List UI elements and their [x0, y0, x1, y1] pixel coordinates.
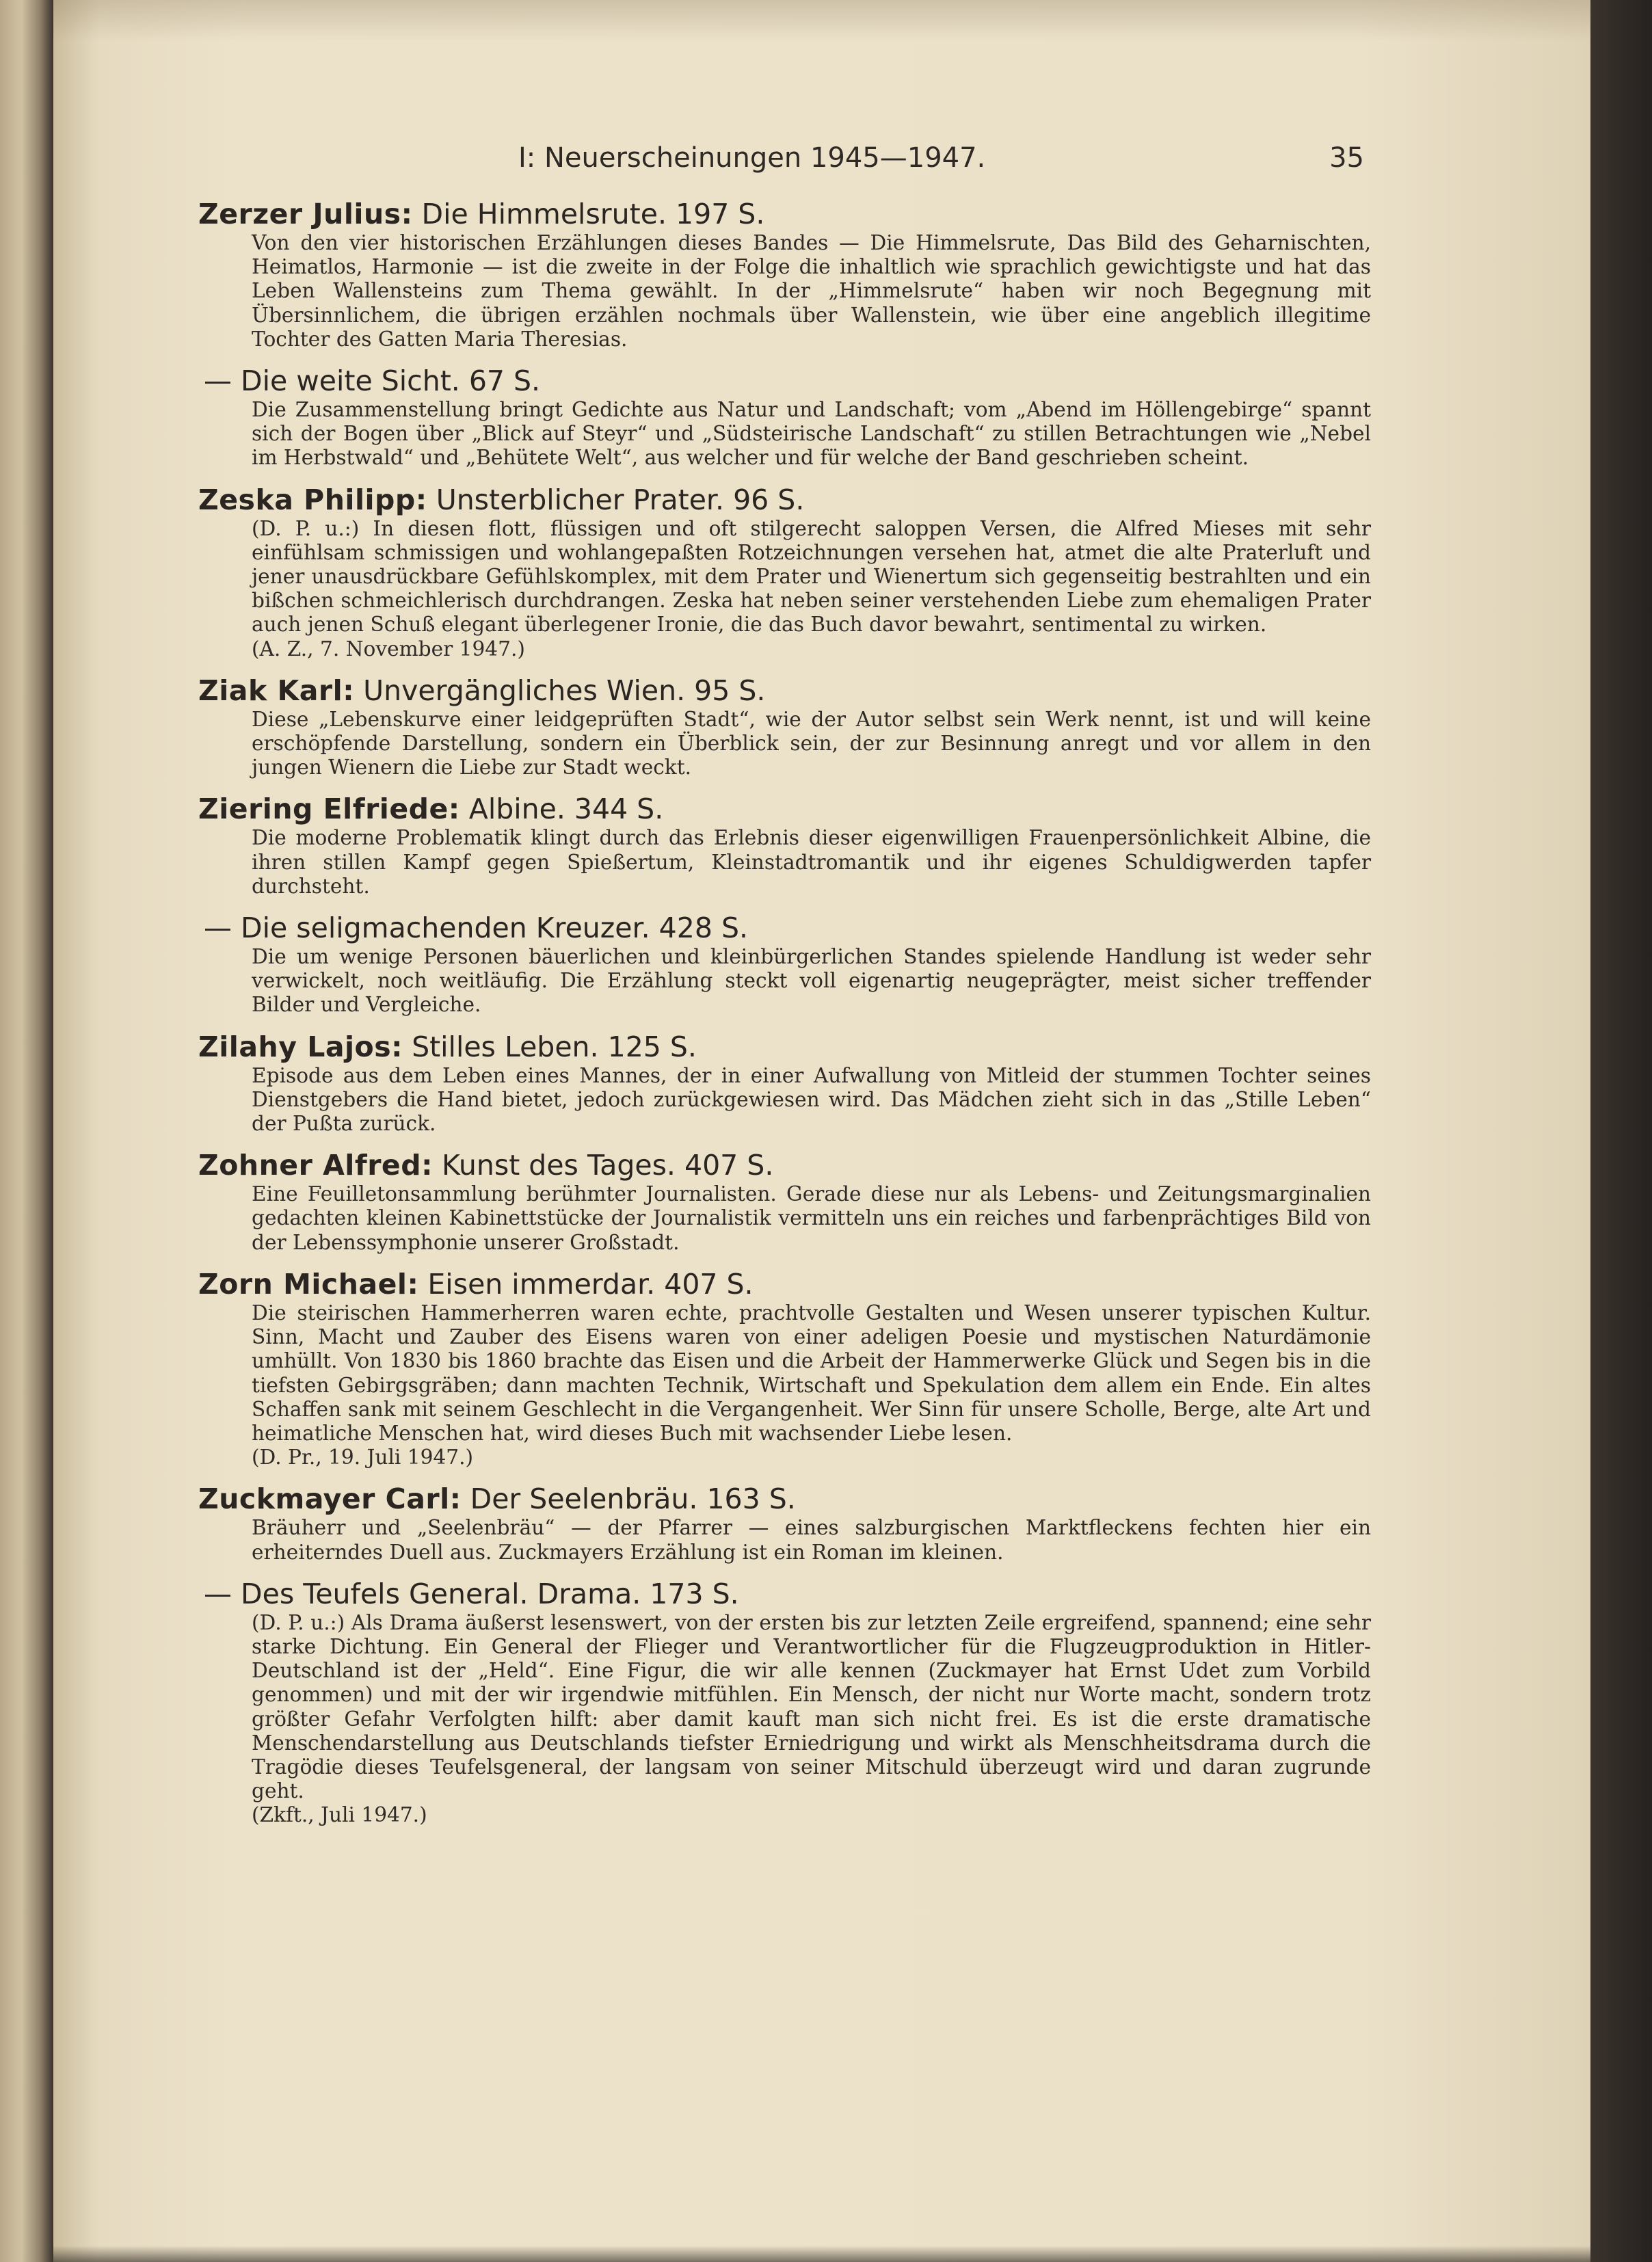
bibliography-entry: [198, 483, 1371, 661]
running-header-title: I: Neuerscheinungen 1945—1947.: [518, 142, 986, 174]
entry-description: Von den vier historischen Erzählungen dieses Bandes — Die Himmelsrute, Das Bild des Geharnischten, Heimatlos, Harmonie — ist die zweite in der Folge die inhaltlich wie sprachlich gewichtigste und hat das Leben Wallensteins zum Thema gewählt. In der „Himmelsrute“ haben wir noch Begegnung mit Übersinnlichem, die übrigen erzählen nochmals über Wallenstein, wie über eine angeblich illegitime Tochter des Gatten Maria Theresias.: [252, 231, 1371, 351]
entry-description: Die um wenige Personen bäuerlichen und kleinbürgerlichen Standes spielende Handlung ist weder sehr verwickelt, noch weitläufig. Die Erzählung steckt voll eigenartig neugeprägter, meist sicher treffender Bilder und Vergleiche.: [252, 945, 1371, 1017]
bibliography-entry: [198, 1148, 1371, 1255]
entry-heading: [198, 674, 1371, 708]
bibliography-entry: [198, 364, 1371, 470]
entry-heading: [198, 364, 1371, 398]
entry-description-text: (D. P. u.:) In diesen flott, flüssigen und oft stilgerecht saloppen Versen, die Alfred Mieses mit sehr einfühlsam schmissigen und wohlangepaßten Rotzeichnungen versehen hat, atmet die alte Praterluft und jener unausdrückbare Gefühlskomplex, mit dem Prater und Wienertum sich gegenseitig bestrahlten und ein bißchen schmeichlerisch durchdrangen. Zeska hat neben seiner verstehenden Liebe zum ehemaligen Prater auch jenen Schuß elegant überlegener Ironie, die das Buch davor bewahrt, sentimental zu wirken.: [252, 516, 1371, 637]
bibliography-entry: [198, 1267, 1371, 1469]
running-header: [198, 137, 1371, 185]
entry-heading: [198, 483, 1371, 517]
entry-description: [252, 1301, 1371, 1469]
entry-description: [252, 1611, 1371, 1828]
entry-source: (A. Z., 7. November 1947.): [252, 637, 525, 661]
entry-author: Ziak Karl:: [198, 674, 355, 707]
entry-title: Unvergängliches Wien. 95 S.: [363, 674, 766, 707]
entry-title: Stilles Leben. 125 S.: [412, 1030, 697, 1063]
entry-heading: [198, 1577, 1371, 1611]
entry-title: Die seligmachenden Kreuzer. 428 S.: [241, 912, 749, 945]
page-content: [198, 137, 1371, 1828]
entry-heading: [198, 1267, 1371, 1301]
bibliography-entry: [198, 792, 1371, 899]
entry-heading: [198, 1030, 1371, 1064]
entry-title: Die weite Sicht. 67 S.: [241, 364, 541, 398]
entry-description: Die Zusammenstellung bringt Gedichte aus Natur und Landschaft; vom „Abend im Höllengebirge“ spannt sich der Bogen über „Blick auf Steyr“ und „Südsteirische Landschaft“ zu stillen Betrachtungen wie „Nebel im Herbstwald“ und „Behütete Welt“, aus welcher und für welche der Band geschrieben scheint.: [252, 398, 1371, 470]
entry-author: Zorn Michael:: [198, 1267, 419, 1301]
bibliography-entry: [198, 674, 1371, 780]
entry-title: Kunst des Tages. 407 S.: [442, 1149, 774, 1182]
entry-description-text: (D. P. u.:) Als Drama äußerst lesenswert, von der ersten bis zur letzten Zeile ergreifend, spannend; eine sehr starke Dichtung. Ein General der Flieger und Verantwortlicher für die Flugzeugproduktion in Hitler-Deutschland ist der „Held“. Eine Figur, die wir alle kennen (Zuckmayer hat Ernst Udet zum Vorbild genommen) und mit der wir irgendwie mitfühlen. Ein Mensch, der nicht nur Worte macht, sondern trotz größter Gefahr Verfolgten hilft: aber damit kauft man sich nicht frei. Es ist die erste dramatische Menschendarstellung aus Deutschlands tiefster Erniedrigung und wirkt als Menschheitsdrama durch die Tragödie dieses Teufelsgeneral, der langsam von seiner Mitschuld überzeugt wird und daran zugrunde geht.: [252, 1610, 1371, 1803]
entry-description: [252, 517, 1371, 661]
bibliography-entry: [198, 197, 1371, 351]
entry-title: Die Himmelsrute. 197 S.: [421, 198, 765, 230]
entry-author: Zeska Philipp:: [198, 483, 427, 516]
entry-description: Die moderne Problematik klingt durch das Erlebnis dieser eigenwilligen Frauenpersönlichkeit Albine, die ihren stillen Kampf gegen Spießertum, Kleinstadtromantik und ihr eigenes Schuldigwerden tapfer durchsteht.: [252, 826, 1371, 898]
bibliography-entry: [198, 911, 1371, 1017]
entry-source: (Zkft., Juli 1947.): [252, 1803, 427, 1827]
entry-title: Eisen immerdar. 407 S.: [427, 1267, 754, 1301]
book-cover-edge: [1590, 0, 1652, 2262]
entry-author: Zilahy Lajos:: [198, 1030, 403, 1063]
same-author-dash: —: [204, 912, 232, 945]
page-shadow: [53, 0, 1590, 41]
page-number: 35: [1329, 142, 1364, 174]
entry-heading: [198, 911, 1371, 945]
entry-heading: [198, 792, 1371, 826]
entry-description-text: Die steirischen Hammerherren waren echte, prachtvolle Gestalten und Wesen unserer typischen Kultur. Sinn, Macht und Zauber des Eisens waren von einer adeligen Poesie und mystischen Naturdämonie umhüllt. Von 1830 bis 1860 brachte das Eisen und die Arbeit der Hammerwerke Glück und Segen bis in die tiefsten Gebirgsgräben; dann machten Technik, Wirtschaft und Spekulation dem allem ein Ende. Ein altes Schaffen sank mit seinem Geschlecht in die Vergangenheit. Wer Sinn für unsere Scholle, Berge, alte Art und heimatliche Menschen hat, wird dieses Buch mit wachsender Liebe lesen.: [252, 1301, 1371, 1445]
previous-page-edge: [0, 0, 53, 2262]
entry-author: Zuckmayer Carl:: [198, 1482, 462, 1516]
bibliography-entry: [198, 1030, 1371, 1136]
entry-author: Zerzer Julius:: [198, 198, 413, 230]
entry-title: Albine. 344 S.: [468, 793, 664, 826]
entry-description: Eine Feuilletonsammlung berühmter Journalisten. Gerade diese nur als Lebens- und Zeitungsmarginalien gedachten kleinen Kabinettstücke der Journalistik vermitteln uns ein reiches und farbenprächtiges Bild von der Lebenssymphonie unserer Großstadt.: [252, 1182, 1371, 1254]
entry-title: Des Teufels General. Drama. 173 S.: [241, 1577, 739, 1610]
bibliography-entry: [198, 1577, 1371, 1828]
entry-title: Der Seelenbräu. 163 S.: [470, 1482, 796, 1516]
entry-heading: [198, 1482, 1371, 1516]
entry-author: Ziering Elfriede:: [198, 793, 460, 826]
entry-title: Unsterblicher Prater. 96 S.: [436, 483, 805, 516]
same-author-dash: —: [204, 364, 232, 398]
entry-author: Zohner Alfred:: [198, 1149, 433, 1182]
same-author-dash: —: [204, 1577, 232, 1610]
entry-description: Episode aus dem Leben eines Mannes, der in einer Aufwallung von Mitleid der stummen Tochter seines Dienstgebers die Hand bietet, jedoch zurückgewiesen wird. Das Mädchen zieht sich in das „Stille Leben“ der Pußta zurück.: [252, 1063, 1371, 1136]
bibliography-entry: [198, 1482, 1371, 1564]
entry-description: Bräuherr und „Seelenbräu“ — der Pfarrer — eines salzburgischen Marktfleckens fechten hier ein erheiterndes Duell aus. Zuckmayers Erzählung ist ein Roman im kleinen.: [252, 1516, 1371, 1564]
entry-source: (D. Pr., 19. Juli 1947.): [252, 1446, 474, 1469]
entry-heading: [198, 197, 1371, 231]
page-bottom-shadow: [53, 2246, 1590, 2262]
entry-description: Diese „Lebenskurve einer leidgeprüften Stadt“, wie der Autor selbst sein Werk nennt, ist und will keine erschöpfende Darstellung, sondern ein Überblick sein, der zur Besinnung anregt und vor allem in den jungen Wienern die Liebe zur Stadt weckt.: [252, 707, 1371, 780]
entry-heading: [198, 1148, 1371, 1182]
